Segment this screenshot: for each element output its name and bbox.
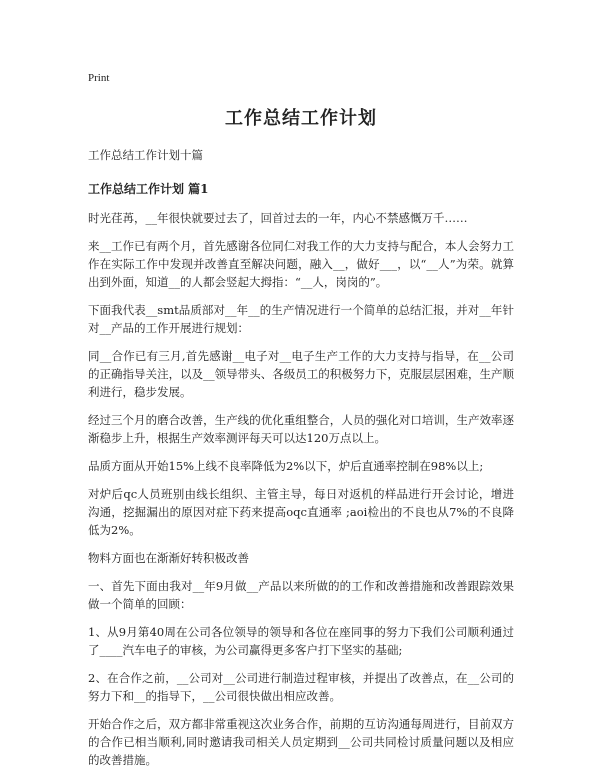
document-subtitle: 工作总结工作计划十篇 bbox=[88, 148, 203, 162]
paragraph-8: 物料方面也在渐渐好转积极改善 bbox=[88, 551, 249, 565]
paragraph-1: 时光荏苒，__年很快就要过去了，回首过去的一年，内心不禁感慨万千…… bbox=[88, 211, 468, 225]
paragraph-9: 一、首先下面由我对__年9月做__产品以来所做的的工作和改善措施和改善跟踪效果做一个简单的回顾： bbox=[88, 579, 514, 611]
page-title: 工作总结工作计划 bbox=[225, 108, 377, 129]
paragraph-2: 来__工作已有两个月，首先感谢各位同仁对我工作的大力支持与配合，本人会努力工作在实际工作中发现并改善直至解决问题，融入__，做好___，以“__人”为荣。就算出到外面，知道__的人都会竖起大拇指：“__人，岗岗的”。 bbox=[88, 239, 514, 289]
paragraph-6: 品质方面从开始15%上线不良率降低为2%以下，炉后直通率控制在98%以上; bbox=[88, 459, 484, 473]
paragraph-7: 对炉后qc人员班别由线长组织、主管主导，每日对返机的样品进行开会讨论，增进沟通，挖掘漏出的原因对症下药来提高oqc直通率 ;aoi检出的不良也从7%的不良降低为2%。 bbox=[88, 487, 514, 537]
paragraph-10: 1、从9月第40周在公司各位领导的领导和各位在座同事的努力下我们公司顺利通过了____汽车电子的审核，为公司赢得更多客户打下坚实的基础; bbox=[88, 625, 514, 657]
paragraph-4: 同__合作已有三月,首先感谢__电子对__电子生产工作的大力支持与指导，在__公司的正确指导关注，以及__领导带头、各级员工的积极努力下，克服层层困难，生产顺利进行，稳步发展。 bbox=[88, 349, 514, 399]
paragraph-3: 下面我代表__smt品质部对__年__的生产情况进行一个简单的总结汇报，并对__年针对__产品的工作开展进行规划： bbox=[88, 303, 514, 335]
paragraph-11: 2、在合作之前，__公司对__公司进行制造过程审核，并提出了改善点，在__公司的努力下和__的指导下，__公司很快做出相应改善。 bbox=[88, 671, 514, 703]
paragraph-12: 开始合作之后，双方都非常重视这次业务合作，前期的互访沟通每周进行，目前双方的合作已相当顺利,同时邀请我司相关人员定期到__公司共同检讨质量问题以及相应的改善措施。 bbox=[88, 717, 514, 767]
paragraph-5: 经过三个月的磨合改善，生产线的优化重组整合，人员的强化对口培训，生产效率逐渐稳步上升，根据生产效率测评每天可以达120万点以上。 bbox=[88, 413, 514, 445]
section-heading: 工作总结工作计划 篇1 bbox=[88, 182, 209, 196]
print-link[interactable]: Print bbox=[88, 72, 110, 84]
